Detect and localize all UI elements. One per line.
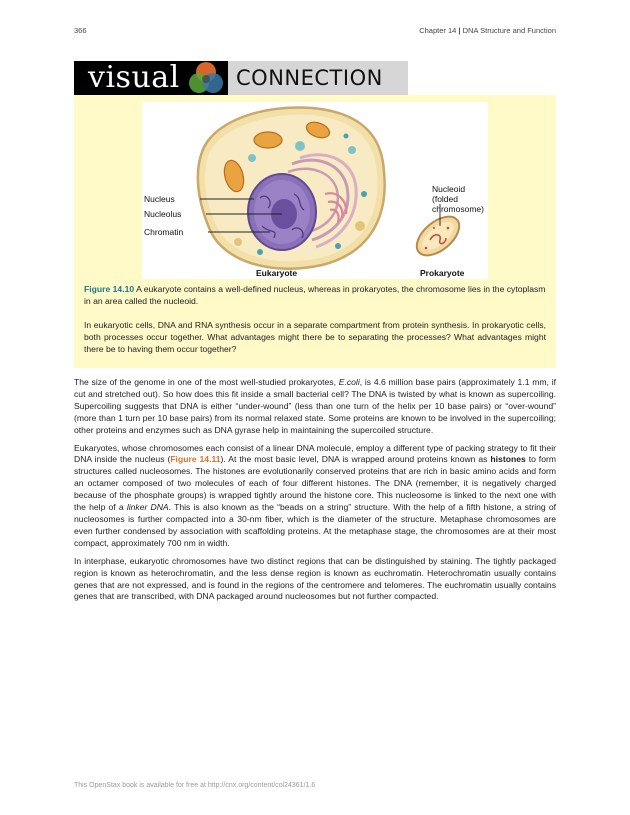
visual-connection-banner <box>74 61 408 95</box>
nucleolus-label: Nucleolus <box>144 209 182 219</box>
paragraph-1 <box>74 377 556 437</box>
chapter-heading <box>419 26 556 35</box>
banner-connection-word: CONNECTION <box>236 66 383 90</box>
linker-dna-term: linker DNA <box>126 502 169 513</box>
header-separator: | <box>458 26 461 35</box>
venn-logo-icon <box>186 61 226 95</box>
banner-connection-box <box>228 61 408 95</box>
p2-text-a: Eukaryotes, whose chromosomes each consist of a linear DNA molecule, employ a different type of packing strategy to fit their DNA inside the nucleus ( <box>74 442 556 465</box>
nucleoid-label-line-3: chromosome) <box>432 204 484 214</box>
visual-connection-panel <box>74 95 556 368</box>
histones-term: histones <box>490 454 526 465</box>
nucleoid-label <box>432 184 484 214</box>
prokaryote-title: Prokaryote <box>420 268 465 278</box>
figure-14-11-link[interactable]: Figure 14.11 <box>170 454 221 465</box>
banner-visual-word: visual <box>88 61 180 95</box>
body-text <box>74 377 556 609</box>
nucleoid-label-line-2: (folded <box>432 194 458 204</box>
paragraph-2 <box>74 443 556 550</box>
paragraph-3: In interphase, eukaryotic chromosomes have two distinct regions that can be distinguished by staining. The tightly packaged region is known as heterochromatin, and the less dense region is known as euchromatin. Heterochromatin usually contains genes that are not expressed, and is found in the regions of the centromere and telomeres. The euchromatin usually contains genes that are transcribed, with DNA packaged around nucleosomes but not further compacted. <box>74 555 556 602</box>
nucleoid-label-line-1: Nucleoid <box>432 184 466 194</box>
eukaryote-title: Eukaryote <box>256 268 298 278</box>
chapter-title: DNA Structure and Function <box>462 26 556 35</box>
cell-comparison-figure <box>142 102 488 279</box>
figure-caption <box>84 283 546 307</box>
p2-text-d: . This is also known as the “beads on a string” structure. With the help of a fifth histone, a string of nucleosomes is further compacted into a 30-nm fiber, which is the diameter of the structure. Metaphase chromosomes are even further condensed by association with scaffolding proteins. At the metaphase stage, the chromosomes are at their most compact, approximately 700 nm in width. <box>74 502 556 548</box>
ecoli-term: E.coli <box>338 377 360 387</box>
p1-text-a: The size of the genome in one of the most well-studied prokaryotes, <box>74 377 339 387</box>
page-footer: This OpenStax book is available for free at http://cnx.org/content/col24361/1.6 <box>74 782 316 789</box>
p1-text-b: , is 4.6 million base pairs (approximately 1.1 mm, if cut and stretched out). So how does this fit inside a small bacterial cell? The DNA is twisted by what is known as supercoiling. Supercoiling suggests that DNA is either “under-wound” (less than one turn of the helix per 10 base pairs) or “over-wound” (more than 1 turn per 10 base pairs) from its normal relaxed state. Some proteins are known to be involved in the supercoiling; other proteins and enzymes such as DNA gyrase help in maintaining the supercoiled structure. <box>74 377 556 435</box>
chapter-label: Chapter 14 <box>419 26 457 35</box>
visual-connection-question: In eukaryotic cells, DNA and RNA synthesis occur in a separate compartment from protein synthesis. In prokaryotic cells, both processes occur together. What advantages might there be to separating the processes? What advantages might there be to having them occur together? <box>84 320 546 354</box>
figure-number: Figure 14.10 <box>84 284 135 294</box>
chromatin-label: Chromatin <box>144 227 184 237</box>
page-header <box>74 26 556 38</box>
caption-text: A eukaryote contains a well-defined nucleus, whereas in prokaryotes, the chromosome lies in the cytoplasm in an area called the nucleoid. <box>84 284 546 306</box>
page-number: 366 <box>74 26 87 35</box>
p2-text-b: ). At the most basic level, DNA is wrapped around proteins known as <box>220 454 491 465</box>
nucleus-label: Nucleus <box>144 194 175 204</box>
p2-text-c: to form structures called nucleosomes. The histones are evolutionarily conserved proteins that are rich in basic amino acids and form an octamer composed of two molecules of each of four different histones. The DNA (remember, it is negatively charged because of the phosphate groups) is wrapped tightly around the histone core. This nucleosome is linked to the next one with the help of a <box>74 454 556 513</box>
